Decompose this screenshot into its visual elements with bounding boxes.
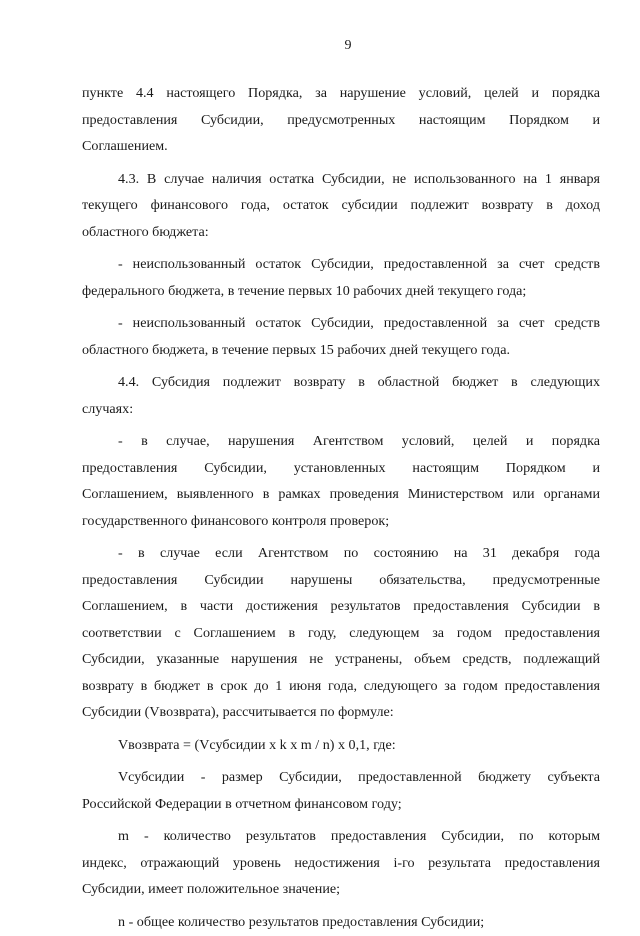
text-line: предоставления Субсидии, установленных настоящим Порядком и [82,456,600,483]
text-line: пункте 4.4 настоящего Порядка, за нарушение условий, целей и порядка [82,81,600,108]
text-line: соответствии с Соглашением в году, следующем за годом предоставления [82,621,600,648]
text-line: n - общее количество результатов предоставления Субсидии; [82,910,600,936]
text-line: Российской Федерации в отчетном финансовом году; [82,792,600,819]
text-line: Субсидии (Vвозврата), рассчитывается по формуле: [82,700,600,727]
text-line: - в случае, нарушения Агентством условий, целей и порядка [82,429,600,456]
text-line: предоставления Субсидии нарушены обязательства, предусмотренные [82,568,600,595]
text-line: текущего финансового года, остаток субсидии подлежит возврату в доход [82,193,600,220]
text-line: Соглашением. [82,134,600,161]
text-line: случаях: [82,397,600,424]
formula-line: Vвозврата = (Vсубсидии x k x m / n) x 0,1, где: [82,733,600,760]
text-line: возврату в бюджет в срок до 1 июня года, следующего за годом предоставления [82,674,600,701]
text-line: Vсубсидии - размер Субсидии, предоставленной бюджету субъекта [82,765,600,792]
text-line: государственного финансового контроля проверок; [82,509,600,536]
text-line: Субсидии, имеет положительное значение; [82,877,600,904]
text-line: областного бюджета: [82,220,600,247]
text-line: Субсидии, указанные нарушения не устранены, объем средств, подлежащий [82,647,600,674]
text-line: федерального бюджета, в течение первых 10 рабочих дней текущего года; [82,279,600,306]
text-line: - неиспользованный остаток Субсидии, предоставленной за счет средств [82,311,600,338]
text-line: 4.3. В случае наличия остатка Субсидии, не использованного на 1 января [82,167,600,194]
text-line: индекс, отражающий уровень недостижения i-го результата предоставления [82,851,600,878]
text-line: m - количество результатов предоставления Субсидии, по которым [82,824,600,851]
page-number: 9 [82,38,600,58]
text-line: - в случае если Агентством по состоянию на 31 декабря года [82,541,600,568]
text-line: предоставления Субсидии, предусмотренных настоящим Порядком и [82,108,600,135]
text-line: областного бюджета, в течение первых 15 рабочих дней текущего года. [82,338,600,365]
text-line: - неиспользованный остаток Субсидии, предоставленной за счет средств [82,252,600,279]
text-line: Соглашением, в части достижения результатов предоставления Субсидии в [82,594,600,621]
text-line: 4.4. Субсидия подлежит возврату в областной бюджет в следующих [82,370,600,397]
text-line: Соглашением, выявленного в рамках проведения Министерством или органами [82,482,600,509]
